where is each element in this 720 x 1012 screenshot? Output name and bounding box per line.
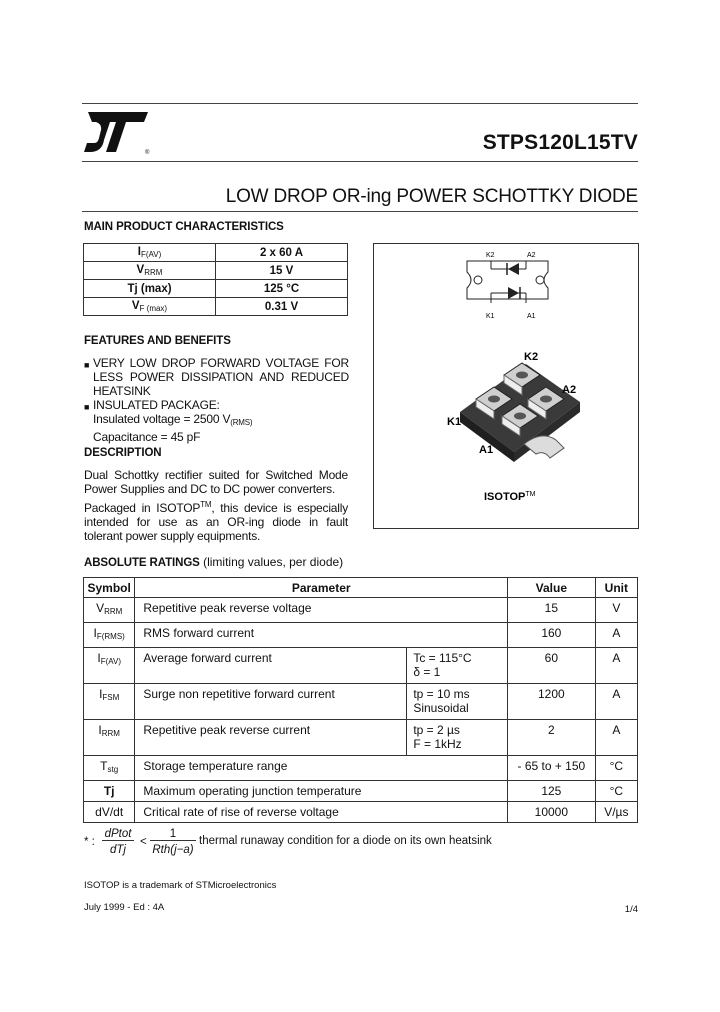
features-heading: FEATURES AND BENEFITS <box>84 335 231 347</box>
symbol-cell: $I_{F(AV)}$ <box>84 244 216 262</box>
document-title: LOW DROP OR-ing POWER SCHOTTKY DIODE <box>225 186 638 207</box>
parameter-cell: Surge non repetitive forward current <box>135 684 407 720</box>
table-row <box>84 262 348 280</box>
value-cell: 60 <box>508 648 596 684</box>
value-cell: 10000 <box>508 802 596 823</box>
pin-label: K2 <box>486 252 495 259</box>
title-rule <box>82 211 638 212</box>
terminal-label: A1 <box>479 444 494 456</box>
value-cell: 2 <box>508 720 596 756</box>
footnote-formula: * : dPtot dTj < 1 Rth(j−a) thermal runaway condition for a diode on its own heatsink <box>84 828 492 856</box>
table-row <box>84 781 638 802</box>
main-characteristics-table <box>83 243 348 316</box>
value-cell: 2 x 60 A <box>216 244 348 262</box>
condition-cell: Tc = 115°C δ = 1 <box>407 648 508 684</box>
page-number: 1/4 <box>624 904 638 915</box>
parameter-cell: Repetitive peak reverse voltage <box>135 598 508 623</box>
feature-item-line: Capacitance = 45 pF <box>93 430 201 444</box>
description-paragraph: Dual Schottky rectifier suited for Switched Mode Power Supplies and DC to DC power converters. <box>84 468 348 496</box>
table-row <box>84 684 638 720</box>
column-header: Symbol <box>84 578 135 598</box>
trademark-note: ISOTOP is a trademark of STMicroelectronics <box>84 880 277 891</box>
value-cell: 125 °C <box>216 280 348 298</box>
package-schematic <box>467 252 548 320</box>
table-header-row <box>84 578 638 598</box>
footer-date: July 1999 - Ed : 4A <box>84 902 165 913</box>
column-header: Value <box>508 578 596 598</box>
symbol-cell: $I_{FSM}$ <box>84 684 135 720</box>
symbol-cell: $V_{RRM}$ <box>84 598 135 623</box>
symbol-cell: Tj <box>84 781 135 802</box>
feature-item <box>93 398 349 444</box>
parameter-cell: Critical rate of rise of reverse voltage <box>135 802 508 823</box>
feature-item-title: INSULATED PACKAGE: <box>93 398 220 412</box>
absolute-ratings-heading: ABSOLUTE RATINGS (limiting values, per diode) <box>84 555 344 569</box>
description-paragraph: Packaged in ISOTOP™, this device is especially intended for use as an OR-ing diode in fault tolerant power supply equipments. <box>84 500 348 543</box>
package-illustration <box>374 244 638 528</box>
value-cell: 125 <box>508 781 596 802</box>
value-cell: - 65 to + 150 <box>508 756 596 781</box>
table-row <box>84 280 348 298</box>
pin-label: A1 <box>527 313 536 320</box>
symbol-cell: $I_{F(RMS)}$ <box>84 623 135 648</box>
table-row <box>84 598 638 623</box>
main-characteristics-heading: MAIN PRODUCT CHARACTERISTICS <box>84 221 284 233</box>
parameter-cell: Repetitive peak reverse current <box>135 720 407 756</box>
table-row <box>84 298 348 316</box>
condition-cell: tp = 2 µs F = 1kHz <box>407 720 508 756</box>
column-header: Parameter <box>135 578 508 598</box>
table-row <box>84 648 638 684</box>
symbol-cell: dV/dt <box>84 802 135 823</box>
bullet-icon: ■ <box>84 360 90 370</box>
svg-text:®: ® <box>145 150 150 156</box>
table-row <box>84 756 638 781</box>
parameter-cell: Average forward current <box>135 648 407 684</box>
symbol-cell: $I_{F(AV)}$ <box>84 648 135 684</box>
value-cell: 0.31 V <box>216 298 348 316</box>
unit-cell: A <box>595 684 637 720</box>
terminal-label: A2 <box>562 384 577 396</box>
unit-cell: A <box>595 648 637 684</box>
table-row <box>84 802 638 823</box>
symbol-cell: $V_{RRM}$ <box>84 262 216 280</box>
table-row <box>84 720 638 756</box>
pin-label: K1 <box>486 313 495 320</box>
description-heading: DESCRIPTION <box>84 447 162 459</box>
symbol-cell: $T_{stg}$ <box>84 756 135 781</box>
value-cell: 160 <box>508 623 596 648</box>
unit-cell: °C <box>595 781 637 802</box>
parameter-cell: RMS forward current <box>135 623 508 648</box>
symbol-cell: $I_{RRM}$ <box>84 720 135 756</box>
package-name: ISOTOP™ <box>484 491 536 503</box>
symbol-cell: $V_{F (max)}$ <box>84 298 216 316</box>
symbol-cell: Tj (max) <box>84 280 216 298</box>
condition-cell: tp = 10 ms Sinusoidal <box>407 684 508 720</box>
value-cell: 15 <box>508 598 596 623</box>
terminal-label: K1 <box>447 416 462 428</box>
package-box <box>373 243 639 529</box>
header-rule <box>82 161 638 162</box>
st-logo-icon <box>82 108 152 156</box>
unit-cell: A <box>595 720 637 756</box>
terminal-label: K2 <box>524 351 539 363</box>
feature-item: VERY LOW DROP FORWARD VOLTAGE FOR LESS POWER DISSIPATION AND REDUCED HEATSINK <box>93 356 349 398</box>
absolute-ratings-table <box>83 577 638 823</box>
parameter-cell: Storage temperature range <box>135 756 508 781</box>
pin-label: A2 <box>527 252 536 259</box>
feature-item-line: Insulated voltage = 2500 $V_{(RMS)}$ <box>93 412 253 427</box>
table-row <box>84 623 638 648</box>
value-cell: 1200 <box>508 684 596 720</box>
column-header: Unit <box>595 578 637 598</box>
bullet-icon: ■ <box>84 402 90 412</box>
value-cell: 15 V <box>216 262 348 280</box>
unit-cell: A <box>595 623 637 648</box>
unit-cell: V/µs <box>595 802 637 823</box>
part-number: STPS120L15TV <box>482 131 638 154</box>
unit-cell: °C <box>595 756 637 781</box>
table-row <box>84 244 348 262</box>
unit-cell: V <box>595 598 637 623</box>
package-photo <box>447 351 580 462</box>
top-rule <box>82 103 638 104</box>
parameter-cell: Maximum operating junction temperature <box>135 781 508 802</box>
